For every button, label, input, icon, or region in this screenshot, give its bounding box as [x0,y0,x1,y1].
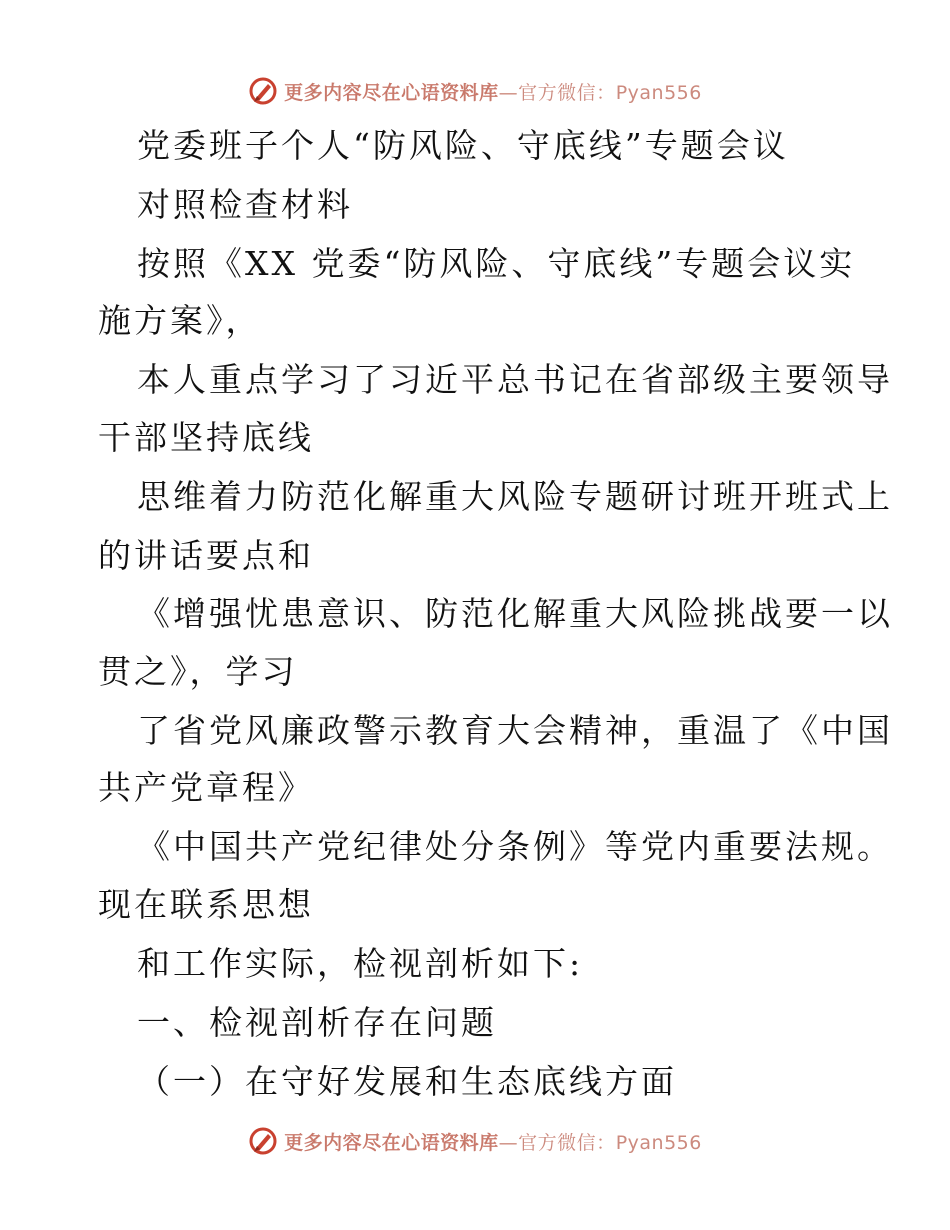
watermark-separator: — [498,81,519,104]
pen-logo-icon [248,1126,278,1156]
watermark-official-label: 官方微信： [518,81,616,104]
watermark-official-label: 官方微信： [518,1131,616,1154]
watermark-separator: — [498,1131,519,1154]
paragraph-line: 的讲话要点和 [98,536,314,575]
pen-logo-icon [248,76,278,106]
paragraph-line: 思维着力防范化解重大风险专题研讨班开班式上 [137,477,893,516]
watermark-site-text: 更多内容尽在心语资料库 [284,1131,499,1154]
paragraph-line: 施方案》， [98,301,262,340]
subsection-heading: （一）在守好发展和生态底线方面 [137,1062,677,1101]
watermark-wechat-id: Pyan556 [615,1131,702,1154]
watermark-text [284,1128,702,1155]
document-subtitle: 对照检查材料 [137,185,353,224]
section-heading: 一、检视剖析存在问题 [137,1003,497,1042]
paragraph-line: 现在联系思想 [98,885,314,924]
paragraph-line: 和工作实际，检视剖析如下: [137,944,584,983]
watermark-wechat-id: Pyan556 [615,81,702,104]
paragraph-line: 本人重点学习了习近平总书记在省部级主要领导 [137,360,893,399]
paragraph-line: 《增强忧患意识、防范化解重大风险挑战要一以 [137,594,893,633]
document-title: 党委班子个人“防风险、守底线”专题会议 [137,126,789,165]
paragraph-line: 共产党章程》 [98,768,314,807]
paragraph-line: 干部坚持底线 [98,418,314,457]
paragraph-line: 按照《XX 党委“防风险、守底线”专题会议实 [137,244,856,283]
watermark-text [284,78,702,105]
watermark-site-text: 更多内容尽在心语资料库 [284,81,499,104]
header-watermark [0,74,950,108]
paragraph-line: 了省党风廉政警示教育大会精神，重温了《中国 [137,711,893,750]
footer-watermark [0,1124,950,1158]
paragraph-line: 贯之》，学习 [98,652,298,691]
paragraph-line: 《中国共产党纪律处分条例》等党内重要法规。 [137,827,893,866]
